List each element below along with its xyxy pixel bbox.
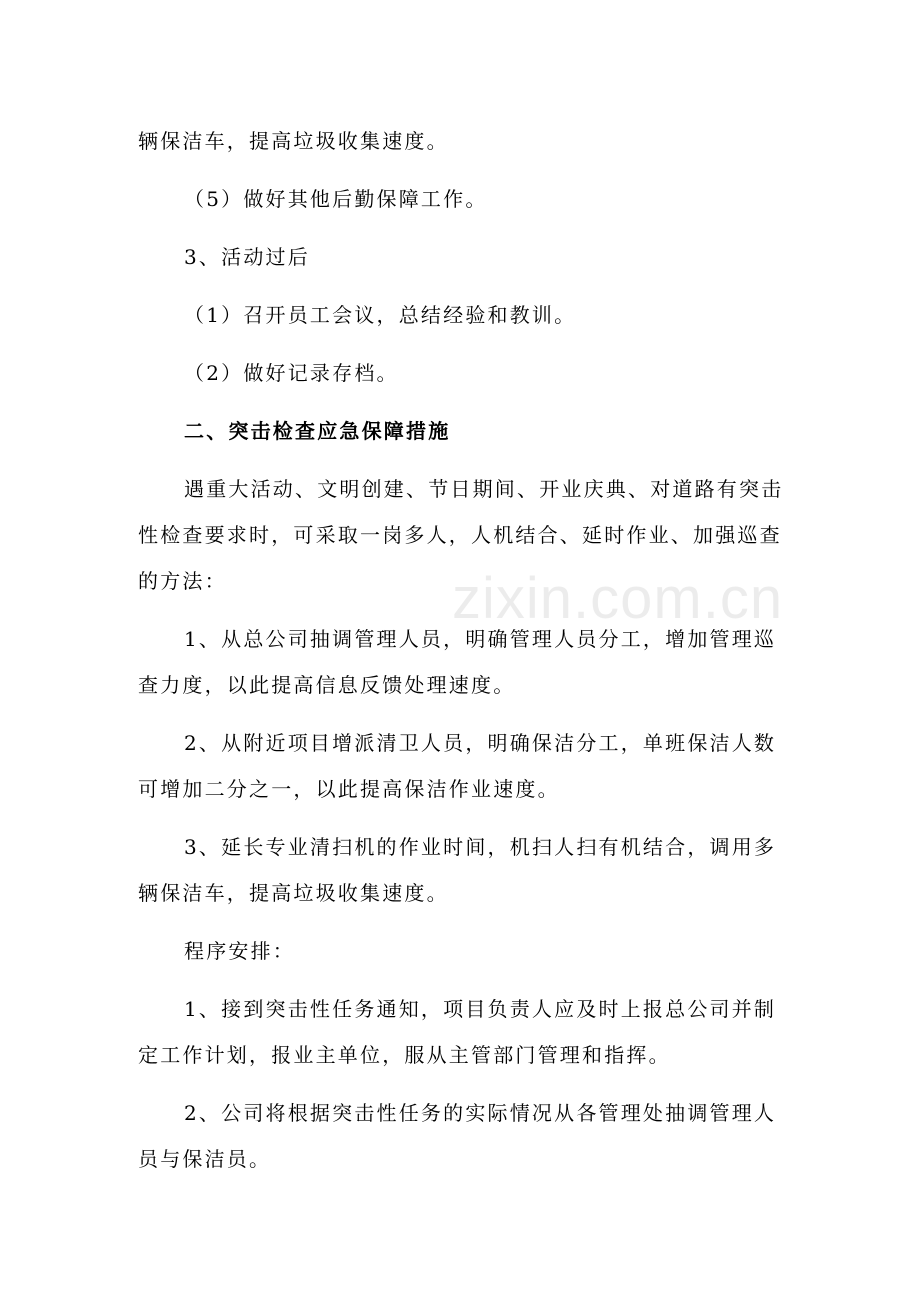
- paragraph-procedure-1: 1、接到突击性任务通知，项目负责人应及时上报总公司并制定工作计划，报业主单位，服从主管部门管理和指挥。: [138, 997, 777, 1067]
- paragraph-item-1-meeting: （1）召开员工会议，总结经验和教训。: [184, 303, 577, 327]
- document-body: [138, 118, 786, 1194]
- paragraph-intro-methods: 遇重大活动、文明创建、节日期间、开业庆典、对道路有突击性检查要求时，可采取一岗多人，人机结合、延时作业、加强巡查的方法：: [138, 477, 784, 593]
- paragraph-procedure-label: 程序安排：: [184, 939, 295, 963]
- section-heading: 二、突击检查应急保障措施: [184, 419, 451, 443]
- paragraph-after-activity: 3、活动过后: [184, 245, 310, 269]
- watermark: zixin.com.cn: [452, 566, 784, 631]
- paragraph-procedure-2: 2、公司将根据突击性任务的实际情况从各管理处抽调管理人员与保洁员。: [138, 1101, 777, 1171]
- paragraph-method-2: 2、从附近项目增派清卫人员，明确保洁分工，单班保洁人数可增加二分之一，以此提高保洁作业速度。: [138, 731, 777, 801]
- paragraph-item-5-logistics: （5）做好其他后勤保障工作。: [184, 187, 488, 211]
- paragraph-item-2-records: （2）做好记录存档。: [184, 361, 399, 385]
- paragraph-continuation: 辆保洁车，提高垃圾收集速度。: [138, 129, 449, 153]
- paragraph-method-3: 3、延长专业清扫机的作业时间，机扫人扫有机结合，调用多辆保洁车，提高垃圾收集速度。: [138, 835, 777, 905]
- paragraph-method-1: 1、从总公司抽调管理人员，明确管理人员分工，增加管理巡查力度，以此提高信息反馈处理速度。: [138, 627, 777, 697]
